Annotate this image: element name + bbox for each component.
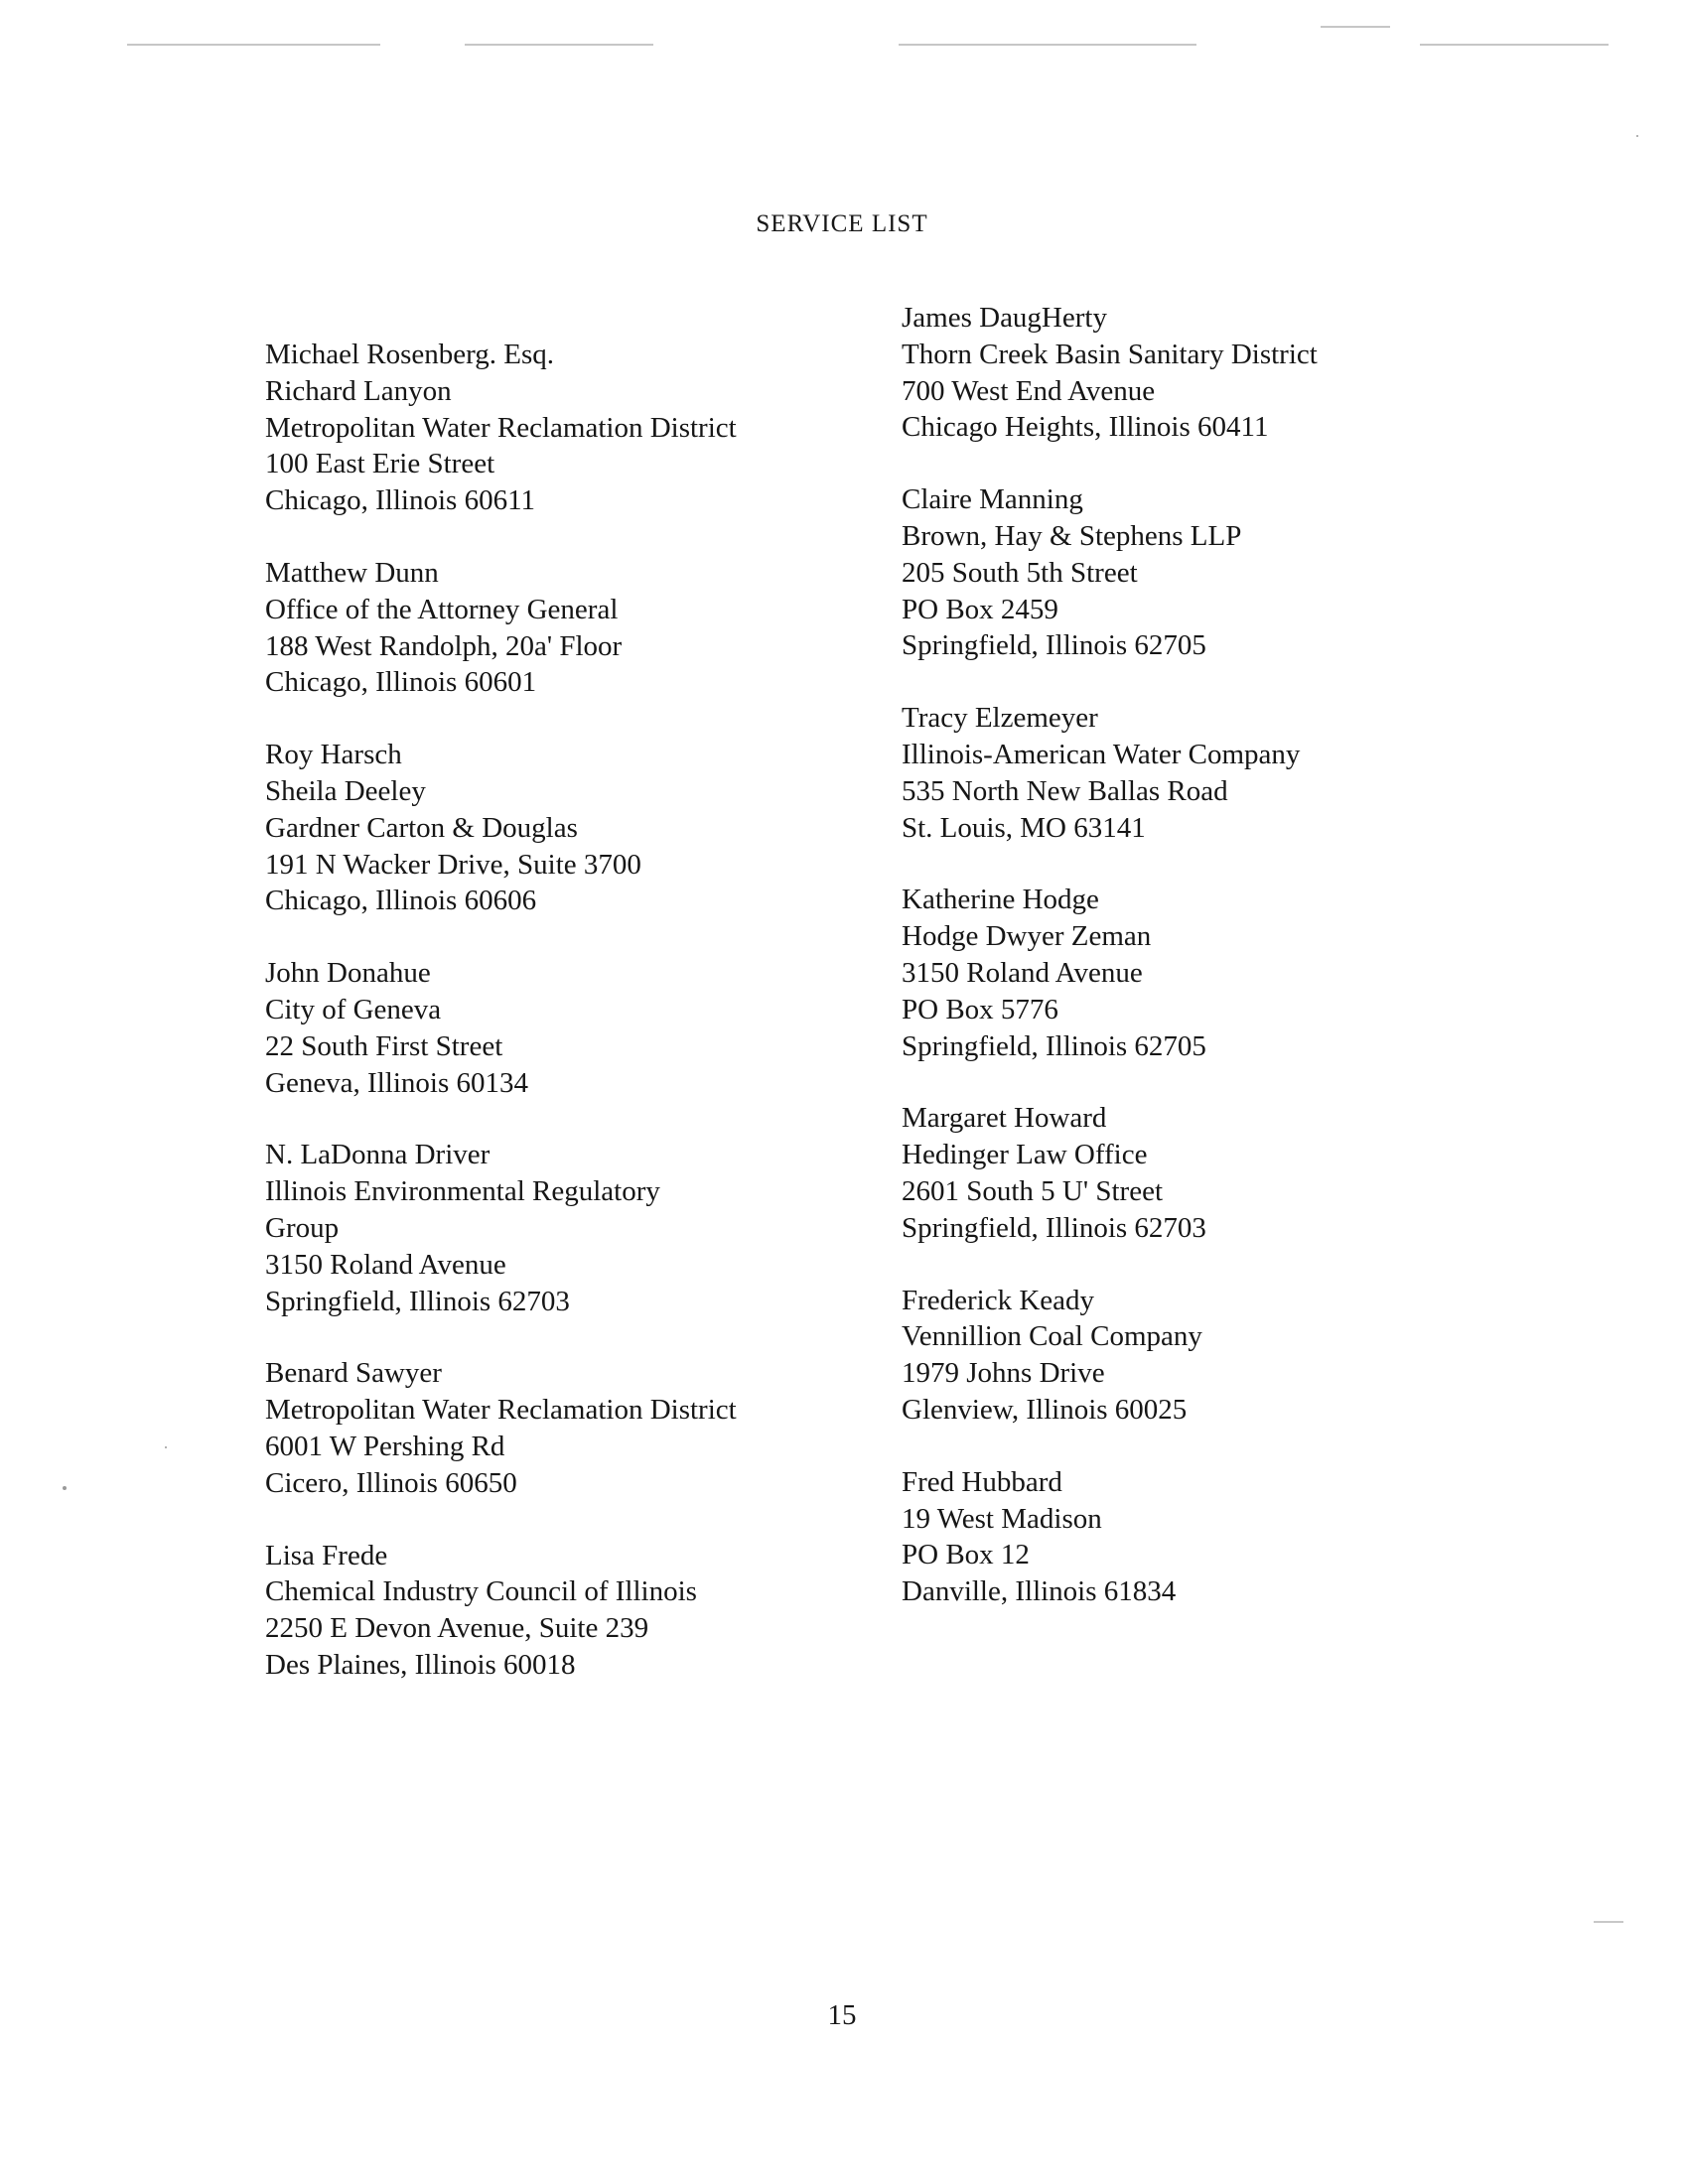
scan-speck xyxy=(165,1446,167,1448)
entry-address-line: 19 West Madison xyxy=(902,1502,1102,1535)
entry-name: Matthew Dunn xyxy=(265,556,439,589)
entry-address-line: 188 West Randolph, 20a' Floor xyxy=(265,629,623,662)
fax-header-mark xyxy=(1321,26,1390,28)
entry-address-line: 205 South 5th Street xyxy=(902,556,1138,589)
service-list-entry xyxy=(902,882,1537,1064)
entry-address-line: 535 North New Ballas Road xyxy=(902,774,1228,807)
entry-address-line: 6001 W Pershing Rd xyxy=(265,1430,505,1462)
entry-address-line: Hodge Dwyer Zeman xyxy=(902,920,1152,953)
entry-name: N. LaDonna Driver xyxy=(265,1139,491,1171)
entry-address-line: Thorn Creek Basin Sanitary District xyxy=(902,338,1318,370)
service-list-right-column xyxy=(902,300,1537,1646)
entry-address-line: 2601 South 5 U' Street xyxy=(902,1174,1163,1207)
entry-address-line: Springfield, Illinois 62703 xyxy=(902,1211,1206,1244)
entry-address-line: Illinois Environmental Regulatory xyxy=(265,1175,660,1208)
scan-speck xyxy=(1636,135,1638,137)
service-list-left-column xyxy=(265,337,901,1719)
entry-address-line: Chicago, Illinois 60606 xyxy=(265,885,537,917)
fax-header-mark xyxy=(1420,44,1609,46)
entry-address-line: Chicago Heights, Illinois 60411 xyxy=(902,411,1269,444)
service-list-entry xyxy=(902,481,1537,664)
entry-name: Frederick Keady xyxy=(902,1284,1095,1316)
entry-address-line: Richard Lanyon xyxy=(265,374,452,407)
entry-address-line: 191 N Wacker Drive, Suite 3700 xyxy=(265,848,641,881)
entry-address-line: Des Plaines, Illinois 60018 xyxy=(265,1648,576,1681)
entry-address-line: Springfield, Illinois 62703 xyxy=(265,1285,570,1317)
entry-address-line: 100 East Erie Street xyxy=(265,448,495,480)
scan-speck xyxy=(1594,1921,1623,1923)
entry-address-line: 700 West End Avenue xyxy=(902,374,1156,407)
service-list-entry xyxy=(265,1355,901,1501)
entry-name: Tracy Elzemeyer xyxy=(902,702,1098,735)
service-list-entry xyxy=(902,700,1537,846)
page-number: 15 xyxy=(827,1999,857,2031)
entry-address-line: Brown, Hay & Stephens LLP xyxy=(902,519,1242,552)
service-list-entry xyxy=(265,955,901,1101)
service-list-entry xyxy=(902,1100,1537,1246)
entry-address-line: Gardner Carton & Douglas xyxy=(265,811,578,844)
entry-address-line: 22 South First Street xyxy=(265,1029,503,1062)
fax-header xyxy=(0,14,1684,54)
entry-address-line: Metropolitan Water Reclamation District xyxy=(265,411,737,444)
entry-name: Margaret Howard xyxy=(902,1102,1107,1135)
entry-address-line: Vennillion Coal Company xyxy=(902,1320,1202,1353)
entry-address-line: PO Box 12 xyxy=(902,1539,1030,1571)
entry-address-line: Chicago, Illinois 60601 xyxy=(265,666,537,699)
service-list-entry xyxy=(265,555,901,701)
entry-name: Roy Harsch xyxy=(265,739,402,771)
entry-address-line: Springfield, Illinois 62705 xyxy=(902,1029,1206,1062)
entry-name: John Donahue xyxy=(265,957,431,990)
service-list-entry xyxy=(265,1137,901,1319)
service-list-entry xyxy=(902,1464,1537,1610)
entry-address-line: Geneva, Illinois 60134 xyxy=(265,1066,528,1099)
entry-address-line: City of Geneva xyxy=(265,993,442,1025)
entry-address-line: 2250 E Devon Avenue, Suite 239 xyxy=(265,1612,649,1645)
entry-address-line: Cicero, Illinois 60650 xyxy=(265,1466,517,1499)
entry-address-line: 3150 Roland Avenue xyxy=(265,1248,506,1281)
entry-address-line: Chemical Industry Council of Illinois xyxy=(265,1575,697,1608)
entry-name: Lisa Frede xyxy=(265,1539,388,1571)
entry-address-line: Group xyxy=(265,1211,340,1244)
entry-name: Benard Sawyer xyxy=(265,1357,442,1390)
entry-address-line: Danville, Illinois 61834 xyxy=(902,1575,1177,1608)
entry-address-line: St. Louis, MO 63141 xyxy=(902,811,1146,844)
entry-address-line: Illinois-American Water Company xyxy=(902,738,1301,770)
entry-address-line: Sheila Deeley xyxy=(265,774,426,807)
entry-address-line: Metropolitan Water Reclamation District xyxy=(265,1394,737,1427)
entry-address-line: Glenview, Illinois 60025 xyxy=(902,1393,1188,1426)
entry-address-line: PO Box 2459 xyxy=(902,593,1058,625)
entry-address-line: PO Box 5776 xyxy=(902,993,1058,1025)
service-list-entry xyxy=(902,1283,1537,1429)
entry-name: Michael Rosenberg. Esq. xyxy=(265,339,555,370)
scan-speck xyxy=(63,1486,67,1490)
fax-header-mark xyxy=(899,44,1196,46)
entry-address-line: Office of the Attorney General xyxy=(265,593,619,625)
service-list-entry xyxy=(902,300,1537,446)
service-list-entry xyxy=(265,1538,901,1684)
entry-name: James DaugHerty xyxy=(902,302,1107,334)
service-list-entry xyxy=(265,737,901,919)
entry-address-line: Hedinger Law Office xyxy=(902,1139,1148,1171)
entry-address-line: 3150 Roland Avenue xyxy=(902,956,1143,989)
service-list-entry xyxy=(265,337,901,519)
entry-name: Claire Manning xyxy=(902,483,1083,516)
fax-header-mark xyxy=(127,44,380,46)
entry-name: Fred Hubbard xyxy=(902,1465,1062,1498)
entry-address-line: Springfield, Illinois 62705 xyxy=(902,629,1206,662)
entry-address-line: Chicago, Illinois 60611 xyxy=(265,484,535,517)
entry-address-line: 1979 Johns Drive xyxy=(902,1357,1105,1390)
page-title: SERVICE LIST xyxy=(756,210,928,237)
entry-name: Katherine Hodge xyxy=(902,884,1099,916)
fax-header-mark xyxy=(465,44,653,46)
